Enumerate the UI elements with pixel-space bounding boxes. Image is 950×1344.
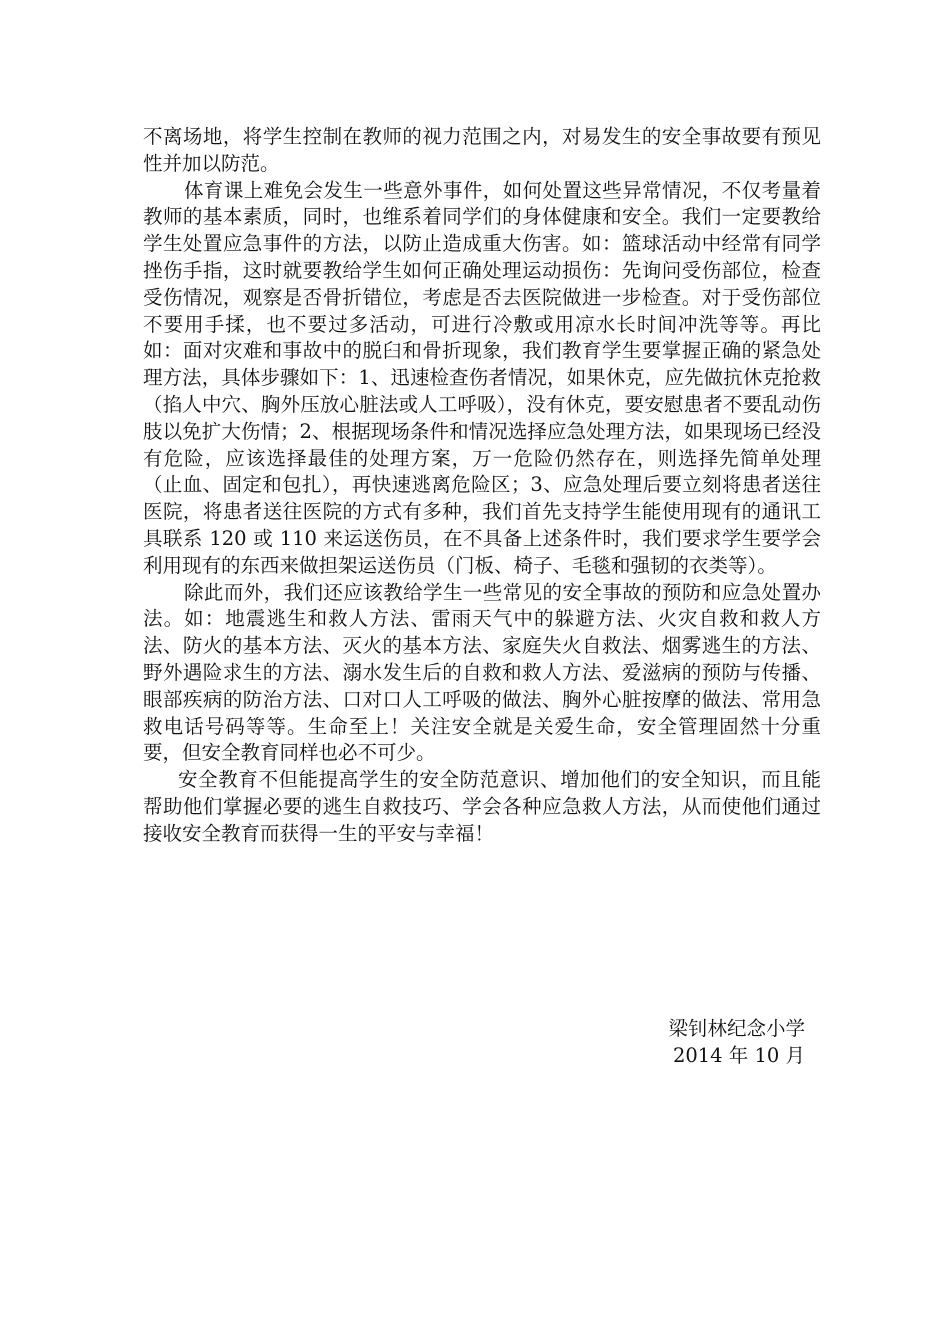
paragraph-2: 体育课上难免会发生一些意外事件，如何处置这些异常情况，不仅考量着教师的基本素质，同时，也维系着同学们的身体健康和安全。我们一定要教给学生处置应急事件的方法，以防止造成重大伤害。如：篮球活动中经常有同学挫伤手指，这时就要教给学生如何正确处理运动损伤：先询问受伤部位，检查受伤情况，观察是否骨折错位，考虑是否去医院做进一步检查。对于受伤部位不要用手揉，也不要过多活动，可进行冷敷或用凉水长时间冲洗等等。再比如：面对灾难和事故中的脱臼和骨折现象，我们教育学生要掌握正确的紧急处理方法，具体步骤如下：1、迅速检查伤者情况，如果休克，应先做抗休克抢救（掐人中穴、胸外压放心脏法或人工呼吸），没有休克，要安慰患者不要乱动伤肢以免扩大伤情；2、根据现场条件和情况选择应急处理方法，如果现场已经没有危险，应该选择最佳的处理方案，万一危险仍然存在，则选择先简单处理（止血、固定和包扎），再快速逃离危险区；3、应急处理后要立刻将患者送往医院，将患者送往医院的方式有多种，我们首先支持学生能使用现有的通讯工具联系 120 或 110 来运送伤员，在不具备上述条件时，我们要求学生要学会利用现有的东西来做担架运送伤员（门板、椅子、毛毯和强韧的衣类等）。 <box>143 178 821 577</box>
paragraph-1: 不离场地，将学生控制在教师的视力范围之内，对易发生的安全事故要有预见性并加以防范。 <box>143 125 821 175</box>
paragraph-4: 安全教育不但能提高学生的安全防范意识、增加他们的安全知识，而且能帮助他们掌握必要的逃生自救技巧、学会各种应急救人方法，从而使他们通过接收安全教育而获得一生的平安与幸福！ <box>143 768 821 845</box>
signature-organization: 梁钊林纪念小学 <box>668 1017 805 1040</box>
document-body <box>143 124 821 848</box>
signature-date: 2014 年 10 月 <box>672 1043 805 1067</box>
signature-block <box>668 1016 805 1070</box>
paragraph-3: 除此而外，我们还应该教给学生一些常见的安全事故的预防和应急处置办法。如：地震逃生和救人方法、雷雨天气中的躲避方法、火灾自救和救人方法、防火的基本方法、灭火的基本方法、家庭失火自救法、烟雾逃生的方法、野外遇险求生的方法、溺水发生后的自救和救人方法、爱滋病的预防与传播、眼部疾病的防治方法、口对口人工呼吸的做法、胸外心脏按摩的做法、常用急救电话号码等等。生命至上！关注安全就是关爱生命，安全管理固然十分重要，但安全教育同样也必不可少。 <box>143 580 821 765</box>
